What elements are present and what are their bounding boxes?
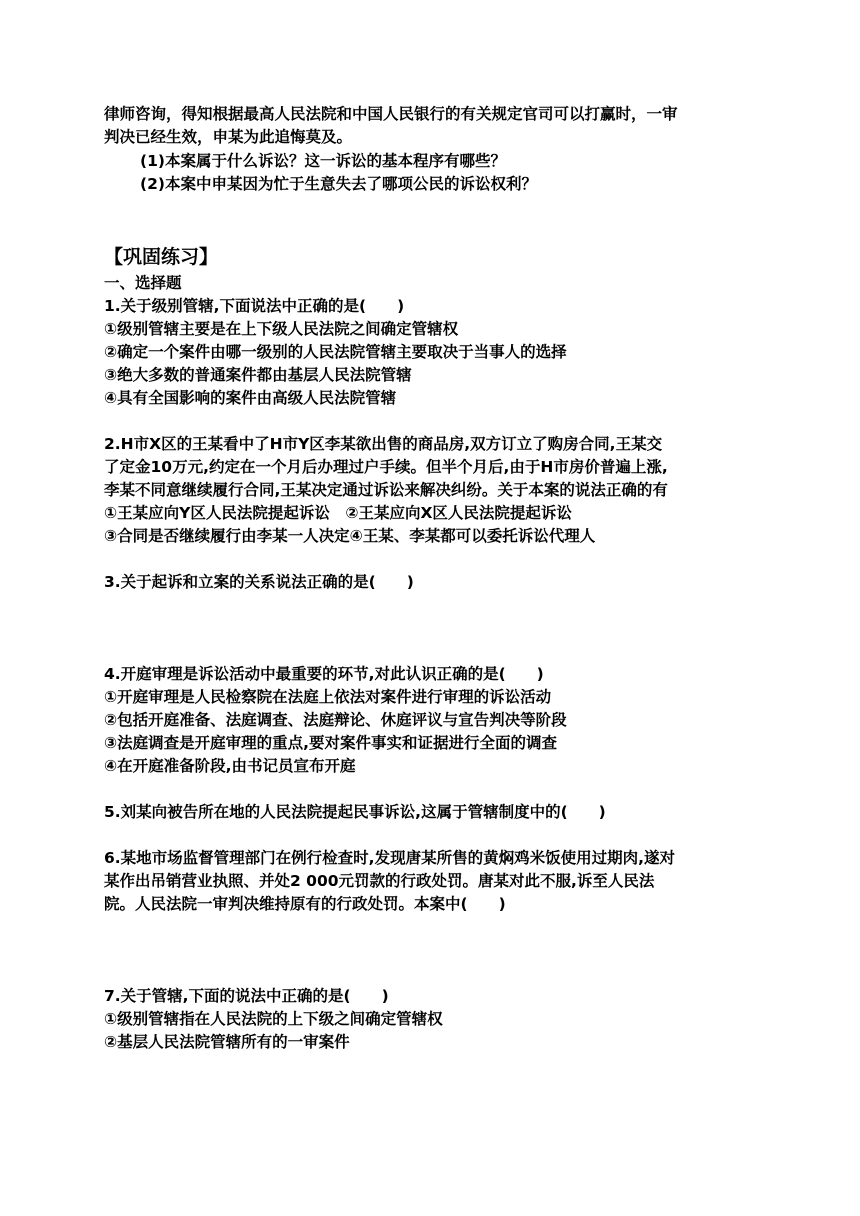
question-stem: 7.关于管辖,下面的说法中正确的是( ): [104, 987, 389, 1005]
case-text-line: 律师咨询，得知根据最高人民法院和中国人民银行的有关规定官司可以打赢时，一审: [104, 105, 678, 123]
question-stem: 4.开庭审理是诉讼活动中最重要的环节,对此认识正确的是( ): [104, 665, 544, 683]
statement-item: ③绝大多数的普通案件都由基层人民法院管辖: [104, 366, 412, 384]
question-stem: 1.关于级别管辖,下面说法中正确的是( ): [104, 297, 405, 315]
question-stem: 了定金10万元,约定在一个月后办理过户手续。但半个月后,由于H市房价普遍上涨,: [104, 458, 668, 476]
statement-item: ②确定一个案件由哪一级别的人民法院管辖主要取决于当事人的选择: [104, 343, 567, 361]
statement-item: ①王某应向Y区人民法院提起诉讼 ②王某应向X区人民法院提起诉讼: [104, 504, 572, 522]
statement-item: ④具有全国影响的案件由高级人民法院管辖: [104, 389, 397, 407]
question-stem: 某作出吊销营业执照、并处2 000元罚款的行政处罚。唐某对此不服,诉至人民法: [104, 872, 655, 890]
statement-item: ①级别管辖指在人民法院的上下级之间确定管辖权: [104, 1010, 443, 1028]
statement-item: ②基层人民法院管辖所有的一审案件: [104, 1033, 350, 1051]
section-subtitle: 一、选择题: [104, 274, 182, 292]
statement-item: ①级别管辖主要是在上下级人民法院之间确定管辖权: [104, 320, 459, 338]
question-stem: 6.某地市场监督管理部门在例行检查时,发现唐某所售的黄焖鸡米饭使用过期肉,遂对: [104, 849, 675, 867]
statement-item: ③法庭调查是开庭审理的重点,要对案件事实和证据进行全面的调查: [104, 734, 558, 752]
question-stem: 李某不同意继续履行合同,王某决定通过诉讼来解决纠纷。关于本案的说法正确的有: [104, 481, 668, 499]
section-title: 【巩固练习】: [104, 246, 219, 268]
statement-item: ②包括开庭准备、法庭调查、法庭辩论、休庭评议与宣告判决等阶段: [104, 711, 567, 729]
statement-item: ④在开庭准备阶段,由书记员宣布开庭: [104, 757, 356, 775]
case-question: (2)本案中申某因为忙于生意失去了哪项公民的诉讼权利？: [140, 175, 537, 193]
statement-item: ③合同是否继续履行由李某一人决定④王某、李某都可以委托诉讼代理人: [104, 527, 596, 545]
question-stem: 院。人民法院一审判决维持原有的行政处罚。本案中( ): [104, 895, 506, 913]
question-stem: 3.关于起诉和立案的关系说法正确的是( ): [104, 573, 414, 591]
case-text-line: 判决已经生效，申某为此追悔莫及。: [104, 128, 353, 146]
question-stem: 5.刘某向被告所在地的人民法院提起民事诉讼,这属于管辖制度中的( ): [104, 803, 606, 821]
question-stem: 2.H市X区的王某看中了H市Y区李某欲出售的商品房,双方订立了购房合同,王某交: [104, 435, 663, 453]
statement-item: ①开庭审理是人民检察院在法庭上依法对案件进行审理的诉讼活动: [104, 688, 552, 706]
case-question: (1)本案属于什么诉讼？这一诉讼的基本程序有哪些？: [140, 152, 506, 170]
